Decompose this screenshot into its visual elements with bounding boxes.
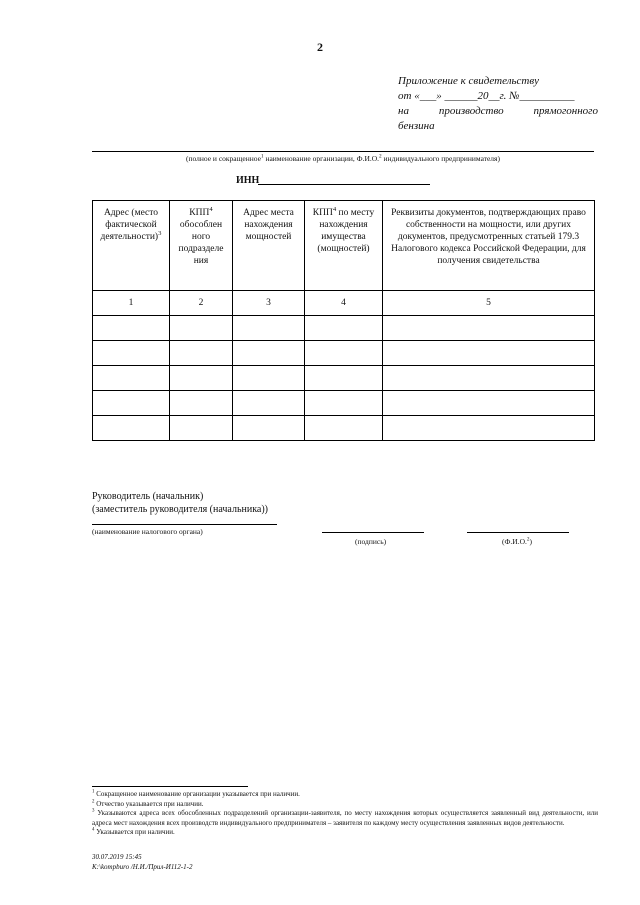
footnote: $^3$ Указываются адреса всех обособленных подразделений организации-заявителя, по месту нахождения которых осуществляется заявленный вид деятельности, или адреса мест нахождения всех производств индивидуального предпринимателя – заявителя по каждому месту осуществления заявленных видов деятельности. xyxy=(92,808,598,827)
page-number: 2 xyxy=(317,40,323,54)
table-row xyxy=(93,416,595,441)
column-header-documents: Реквизиты документов, подтверждающих право собственности на мощности, или других документов, предусмотренных статьей 179.3 Налогового кодекса Российской Федерации, для получения свидетельства xyxy=(383,201,595,291)
head-title: Руководитель (начальник) xyxy=(92,491,204,502)
table-row xyxy=(93,316,595,341)
inn-label: ИНН xyxy=(236,175,260,186)
signature-caption: (подпись) xyxy=(355,537,387,546)
appendix-line-4: бензина xyxy=(398,120,435,132)
stamp-date: 30.07.2019 15:45 xyxy=(92,853,142,861)
footnote: $^2$ Отчество указывается при наличии. xyxy=(92,799,204,808)
footnote: $^1$ Сокращенное наименование организации указывается при наличии. xyxy=(92,789,300,798)
appendix-reference xyxy=(398,74,598,134)
table-cell[interactable] xyxy=(170,316,233,341)
table-cell[interactable] xyxy=(233,416,305,441)
table-cell[interactable] xyxy=(383,366,595,391)
table-cell[interactable] xyxy=(93,341,170,366)
footnotes xyxy=(92,790,598,838)
column-number: 2 xyxy=(170,291,233,316)
organization-caption: (полное и сокращенное$^1$ наименование организации, Ф.И.О.$^2$ индивидуального предпринимателя) xyxy=(185,153,501,163)
column-header-capacity-address: Адрес места нахождения мощностей xyxy=(233,201,305,291)
table-cell[interactable] xyxy=(305,366,383,391)
table-cell[interactable] xyxy=(233,391,305,416)
table-cell[interactable] xyxy=(305,391,383,416)
table-cell[interactable] xyxy=(305,341,383,366)
document-stamp xyxy=(92,853,192,872)
appendix-line-3 xyxy=(398,104,598,119)
table-cell[interactable] xyxy=(233,366,305,391)
table-cell[interactable] xyxy=(383,416,595,441)
appendix-word: на xyxy=(398,105,409,117)
table-cell[interactable] xyxy=(170,416,233,441)
table-cell[interactable] xyxy=(170,366,233,391)
stamp-path: K:\kompburo /Н.И./Прил-И112-1-2 xyxy=(92,862,193,871)
fio-caption: (Ф.И.О.$^2$) xyxy=(502,536,533,546)
tax-authority-caption: (наименование налогового органа) xyxy=(92,527,203,536)
table-header-row xyxy=(93,201,595,291)
table-row xyxy=(93,341,595,366)
column-header-kpp-property: КПП$^4$ по месту нахождения имущества (мощностей) xyxy=(305,201,383,291)
column-number: 3 xyxy=(233,291,305,316)
signature-field[interactable] xyxy=(322,532,424,533)
organization-name-line[interactable] xyxy=(92,151,594,152)
tax-authority-field[interactable] xyxy=(92,524,277,525)
table-cell[interactable] xyxy=(305,316,383,341)
table-cell[interactable] xyxy=(383,316,595,341)
appendix-line-1: Приложение к свидетельству xyxy=(398,75,539,87)
column-header-kpp-subdivision: КПП$^4$ обособлен ного подразделе ния xyxy=(170,201,233,291)
table-cell[interactable] xyxy=(93,316,170,341)
table-cell[interactable] xyxy=(233,316,305,341)
appendix-line-2: от «___» ______20__г. №__________ xyxy=(398,90,575,102)
deputy-title: (заместитель руководителя (начальника)) xyxy=(92,504,269,515)
table-cell[interactable] xyxy=(170,391,233,416)
fio-field[interactable] xyxy=(467,532,569,533)
table-cell[interactable] xyxy=(93,416,170,441)
table-row xyxy=(93,391,595,416)
table-row xyxy=(93,366,595,391)
appendix-word: прямогонного xyxy=(533,105,598,117)
column-number: 4 xyxy=(305,291,383,316)
column-header-address: Адрес (место фактической деятельности)$^3$ xyxy=(93,201,170,291)
table-cell[interactable] xyxy=(93,391,170,416)
footnote: $^4$ Указывается при наличии. xyxy=(92,827,175,836)
column-number: 5 xyxy=(383,291,595,316)
table-cell[interactable] xyxy=(233,341,305,366)
inn-field[interactable] xyxy=(258,184,430,185)
table-cell[interactable] xyxy=(383,391,595,416)
table-cell[interactable] xyxy=(305,416,383,441)
column-number: 1 xyxy=(93,291,170,316)
signatory-block xyxy=(92,490,268,516)
table-cell[interactable] xyxy=(170,341,233,366)
column-number-row xyxy=(93,291,595,316)
capacity-table xyxy=(92,200,595,441)
footnote-separator xyxy=(92,786,248,787)
table-cell[interactable] xyxy=(383,341,595,366)
appendix-word: производство xyxy=(438,105,504,117)
table-cell[interactable] xyxy=(93,366,170,391)
